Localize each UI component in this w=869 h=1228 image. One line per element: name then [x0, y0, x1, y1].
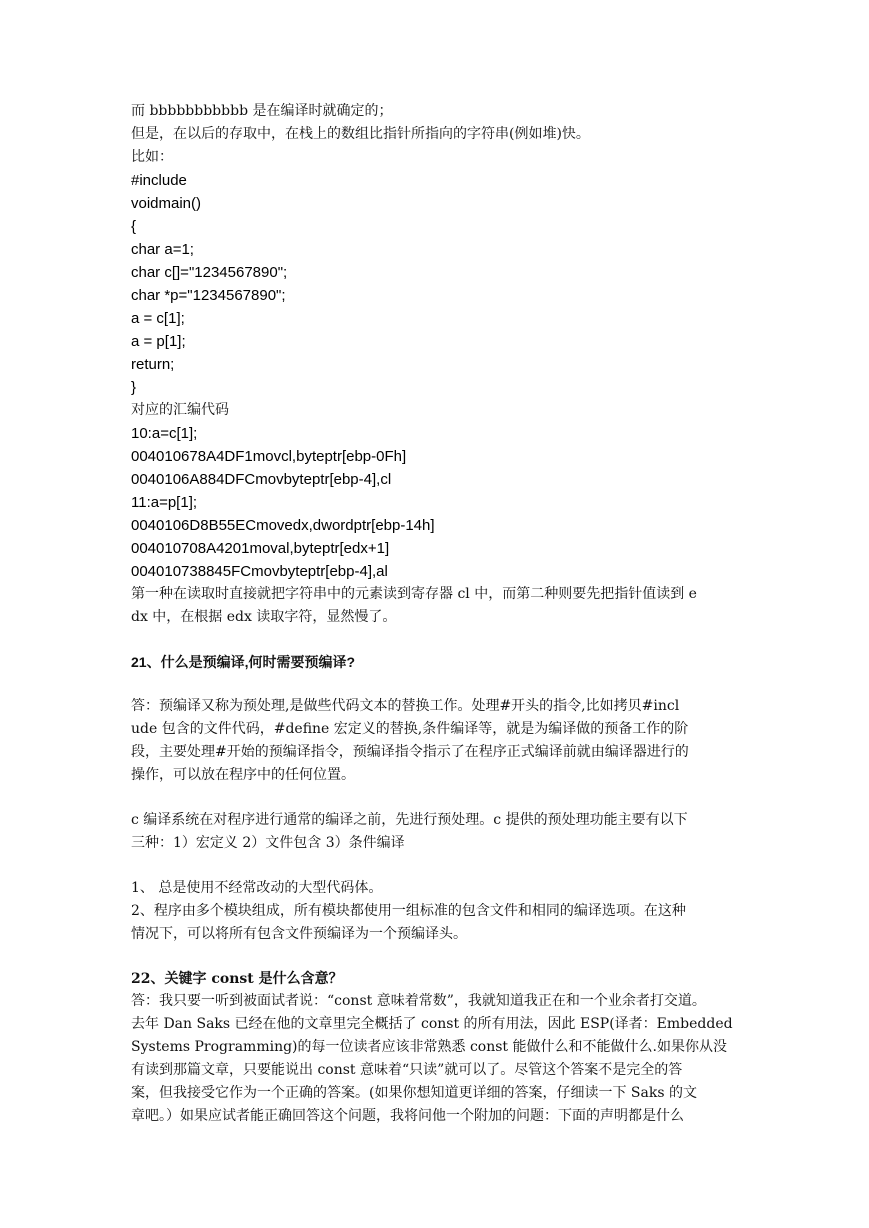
q21-para2-line: c 编译系统在对程序进行通常的编译之前，先进行预处理。c 提供的预处理功能主要有以下	[131, 812, 688, 828]
q22-heading: 22、关键字 const 是什么含意？	[131, 971, 343, 987]
list-item: 1、 总是使用不经常改动的大型代码体。	[131, 880, 383, 896]
asm-line: 11:a=p[1];	[131, 494, 198, 511]
code-line: char *p="1234567890";	[131, 287, 286, 304]
intro-line-3: 比如：	[131, 149, 173, 165]
asm-line: 004010708A4201moval,byteptr[edx+1]	[131, 540, 390, 557]
q21-para2-line: 三种：1）宏定义 2）文件包含 3）条件编译	[131, 835, 405, 851]
code-line: a = p[1];	[131, 333, 186, 350]
q21-answer	[131, 695, 741, 787]
q22-answer-line: Systems Programming)的每一位读者应该非常熟悉 const 能做什么和不能做什么.如果你从没	[131, 1039, 727, 1055]
q21-answer-line: 操作，可以放在程序中的任何位置。	[131, 767, 355, 783]
asm-line: 0040106D8B55ECmovedx,dwordptr[ebp-14h]	[131, 517, 435, 534]
q21-heading: 21、什么是预编译,何时需要预编译?	[131, 654, 356, 670]
code-line: char c[]="1234567890";	[131, 264, 288, 281]
code-line: #include	[131, 172, 187, 189]
asm-explain-line-1: 第一种在读取时直接就把字符串中的元素读到寄存器 cl 中，而第二种则要先把指针值读到 e	[131, 586, 697, 602]
q22-answer	[131, 990, 741, 1128]
q22-answer-line: 答：我只要一听到被面试者说：“const 意味着常数”，我就知道我正在和一个业余者打交道。	[131, 993, 706, 1009]
code-line: a = c[1];	[131, 310, 185, 327]
q22-answer-line: 有读到那篇文章，只要能说出 const 意味着“只读”就可以了。尽管这个答案不是完全的答	[131, 1062, 683, 1078]
asm-line: 004010738845FCmovbyteptr[ebp-4],al	[131, 563, 388, 580]
c-code-block	[131, 169, 741, 399]
q21-answer-line: 答：预编译又称为预处理,是做些代码文本的替换工作。处理#开头的指令,比如拷贝#incl	[131, 698, 680, 714]
code-line: return;	[131, 356, 175, 373]
document-page	[131, 100, 741, 1128]
code-line: }	[131, 379, 137, 396]
asm-line: 0040106A884DFCmovbyteptr[ebp-4],cl	[131, 471, 392, 488]
asm-code-block	[131, 422, 741, 583]
code-line: voidmain()	[131, 195, 202, 212]
intro-line-2: 但是，在以后的存取中，在栈上的数组比指针所指向的字符串(例如堆)快。	[131, 126, 590, 142]
code-line: char a=1;	[131, 241, 194, 258]
asm-line: 10:a=c[1];	[131, 425, 198, 442]
q21-answer-line: ude 包含的文件代码，#define 宏定义的替换,条件编译等，就是为编译做的预备工作的阶	[131, 721, 689, 737]
q21-list	[131, 877, 741, 946]
code-line: {	[131, 218, 137, 235]
q21-answer-line: 段，主要处理#开始的预编译指令，预编译指令指示了在程序正式编译前就由编译器进行的	[131, 744, 689, 760]
asm-label: 对应的汇编代码	[131, 402, 229, 418]
q22-answer-line: 去年 Dan Saks 已经在他的文章里完全概括了 const 的所有用法，因此 ESP(译者：Embedded	[131, 1016, 733, 1032]
q22-answer-line: 章吧。）如果应试者能正确回答这个问题，我将问他一个附加的问题：下面的声明都是什么	[131, 1108, 684, 1124]
list-item: 2、程序由多个模块组成，所有模块都使用一组标准的包含文件和相同的编译选项。在这种	[131, 903, 686, 919]
intro-line-1: 而 bbbbbbbbbbb 是在编译时就确定的；	[131, 103, 393, 119]
q21-paragraph-2	[131, 809, 741, 855]
asm-explain-line-2: dx 中，在根据 edx 读取字符，显然慢了。	[131, 609, 397, 625]
list-item: 情况下，可以将所有包含文件预编译为一个预编译头。	[131, 926, 467, 942]
q22-answer-line: 案，但我接受它作为一个正确的答案。(如果你想知道更详细的答案，仔细读一下 Saks 的文	[131, 1085, 697, 1101]
asm-line: 004010678A4DF1movcl,byteptr[ebp-0Fh]	[131, 448, 407, 465]
